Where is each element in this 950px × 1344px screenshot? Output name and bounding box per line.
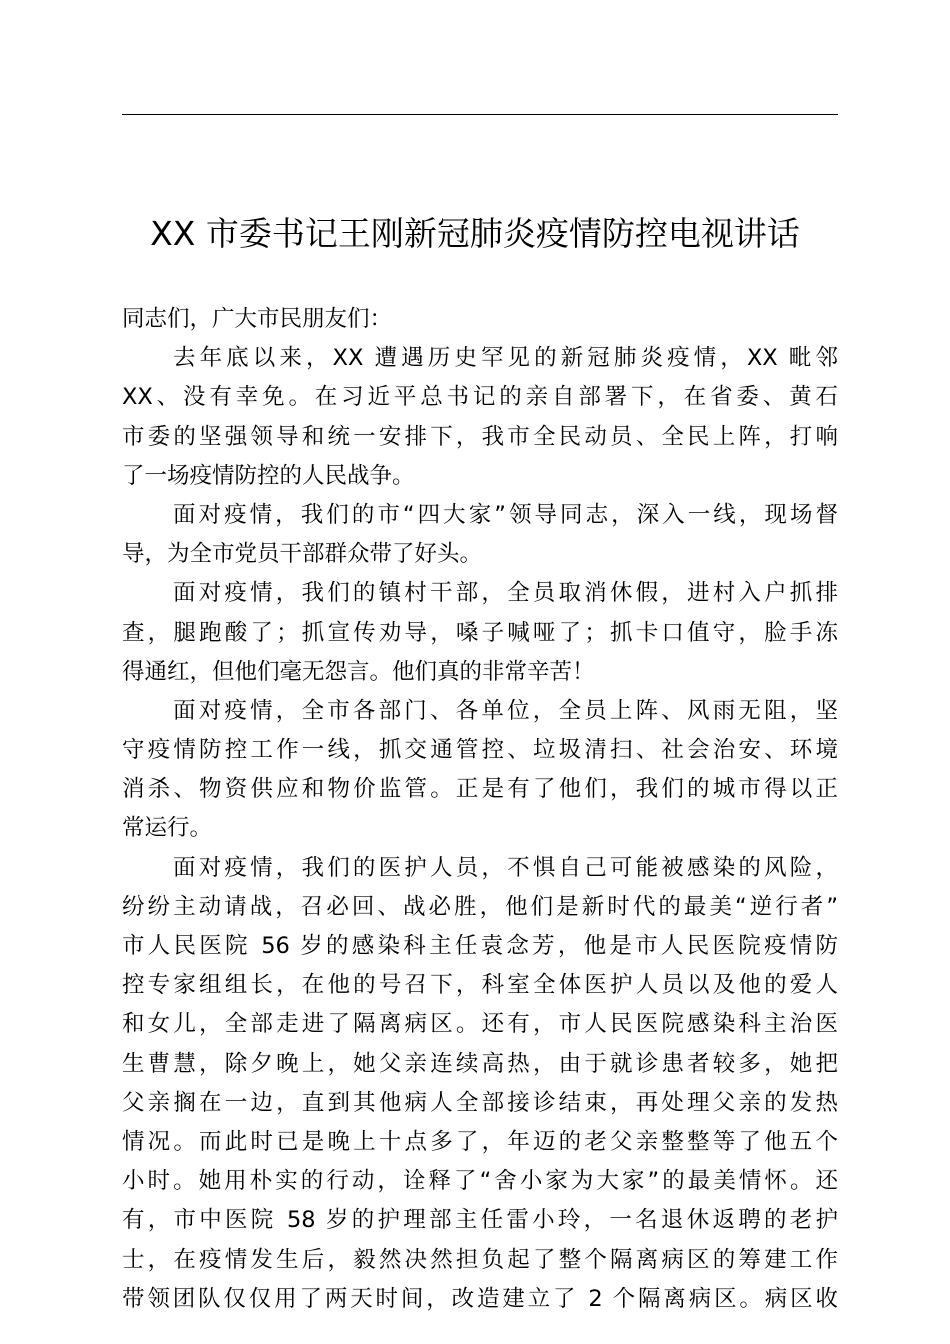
paragraph-line: 生曹慧，除夕晚上，她父亲连续高热，由于就诊患者较多，她把 bbox=[122, 1050, 838, 1077]
header-rule bbox=[122, 114, 838, 115]
paragraph-line: 面对疫情，我们的医护人员，不惧自己可能被感染的风险， bbox=[173, 854, 838, 881]
document-title: XX 市委书记王刚新冠肺炎疫情防控电视讲话 bbox=[150, 214, 800, 253]
paragraph-line: 面对疫情，我们的市“四大家”领导同志，深入一线，现场督 bbox=[173, 501, 838, 528]
salutation: 同志们，广大市民朋友们： bbox=[122, 306, 393, 332]
paragraph-line: XX、没有幸免。在习近平总书记的亲自部署下，在省委、黄石 bbox=[122, 384, 838, 411]
paragraph-line: 市委的坚强领导和统一安排下，我市全民动员、全民上阵，打响 bbox=[122, 423, 838, 450]
paragraph bbox=[122, 339, 838, 496]
paragraph-line: 带领团队仅仅用了两天时间，改造建立了 2 个隔离病区。病区收 bbox=[122, 1285, 838, 1312]
paragraph-line: 市人民医院 56 岁的感染科主任袁念芳，他是市人民医院疫情防 bbox=[122, 933, 838, 960]
paragraph-line: 了一场疫情防控的人民战争。 bbox=[122, 462, 415, 489]
paragraph-line: 查，腿跑酸了；抓宣传劝导，嗓子喊哑了；抓卡口值守，脸手冻 bbox=[122, 619, 838, 646]
paragraph bbox=[122, 496, 838, 574]
paragraph-line: 小时。她用朴实的行动，诠释了“舍小家为大家”的最美情怀。还 bbox=[122, 1168, 838, 1195]
paragraph-line: 常运行。 bbox=[122, 815, 213, 842]
paragraph bbox=[122, 574, 838, 692]
paragraph bbox=[122, 849, 838, 1319]
paragraph-line: 消杀、物资供应和物价监管。正是有了他们，我们的城市得以正 bbox=[122, 776, 838, 803]
paragraph-line: 面对疫情，全市各部门、各单位，全员上阵、风雨无阻，坚 bbox=[173, 697, 838, 724]
document-body bbox=[122, 300, 838, 1319]
paragraph-line: 和女儿，全部走进了隔离病区。还有，市人民医院感染科主治医 bbox=[122, 1011, 838, 1038]
paragraphs bbox=[122, 339, 838, 1319]
paragraph-line: 有，市中医院 58 岁的护理部主任雷小玲，一名退休返聘的老护 bbox=[122, 1207, 838, 1234]
paragraph-line: 控专家组组长，在他的号召下，科室全体医护人员以及他的爱人 bbox=[122, 972, 838, 999]
paragraph-line: 父亲搁在一边，直到其他病人全部接诊结束，再处理父亲的发热 bbox=[122, 1089, 838, 1116]
paragraph-line: 纷纷主动请战，召必回、战必胜，他们是新时代的最美“逆行者” bbox=[122, 893, 838, 920]
paragraph bbox=[122, 692, 838, 849]
paragraph-line: 面对疫情，我们的镇村干部，全员取消休假，进村入户抓排 bbox=[173, 580, 838, 607]
paragraph-line: 情况。而此时已是晚上十点多了，年迈的老父亲整整等了他五个 bbox=[122, 1128, 838, 1155]
paragraph-line: 得通红，但他们毫无怨言。他们真的非常辛苦！ bbox=[122, 658, 595, 685]
paragraph-line: 守疫情防控工作一线，抓交通管控、垃圾清扫、社会治安、环境 bbox=[122, 737, 838, 764]
paragraph-line: 导，为全市党员干部群众带了好头。 bbox=[122, 541, 483, 568]
paragraph-line: 士，在疫情发生后，毅然决然担负起了整个隔离病区的筹建工作 bbox=[122, 1246, 838, 1273]
paragraph-line: 去年底以来，XX 遭遇历史罕见的新冠肺炎疫情，XX 毗邻 bbox=[173, 345, 838, 372]
